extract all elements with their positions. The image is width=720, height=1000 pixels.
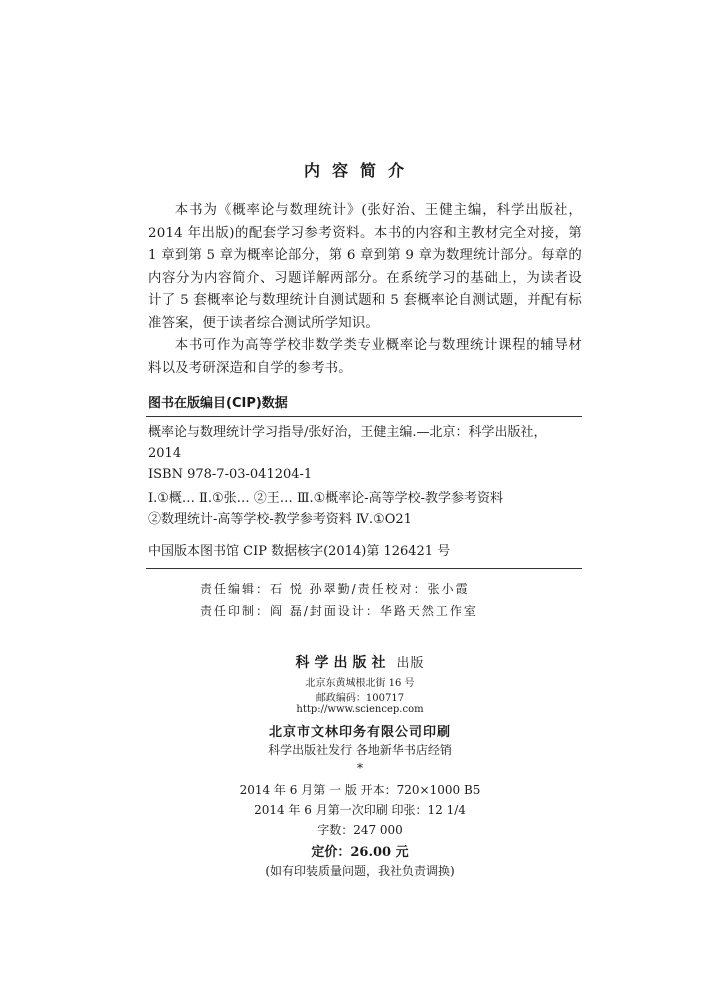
publisher-suffix: 出版 <box>396 656 425 671</box>
intro-paragraph-1: 本书为《概率论与数理统计》(张好治、王健主编，科学出版社，2014 年出版)的配套学习参考资料。本书的内容和主教材完全对接，第 1 章到第 5 章为概率论部分，第 6 章到第 9 章为数理统计部分。每章的内容分为内容简介、习题详解两部分。在系统学习的基础上，为读者设计了 5 套概率论与数理统计自测试题和 5 套概率论自测试题，并配有标准答案，便于读者综合测试所学知识。 <box>148 203 582 331</box>
credits-line-1: 责任编辑：石 悦 孙翠勤/责任校对：张小霞 <box>200 582 470 596</box>
cip-heading: 图书在版编目(CIP)数据 <box>148 396 288 411</box>
page-title: 内容简介 <box>303 161 416 180</box>
separator-star: * <box>357 761 363 775</box>
price: 定价：26.00 元 <box>311 845 409 860</box>
cip-bottom-rule <box>146 568 582 569</box>
cip-number: 中国版本图书馆 CIP 数据核字(2014)第 126421 号 <box>148 544 451 559</box>
cip-classification-line-2: ②数理统计-高等学校-教学参考资料 Ⅳ.①O21 <box>148 512 412 527</box>
cip-title-entry <box>148 422 582 485</box>
distribution-line: 科学出版社发行 各地新华书店经销 <box>268 743 452 757</box>
publisher-address: 北京东黄城根北街 16 号 <box>305 678 415 689</box>
edition-line-2: 2014 年 6 月第一次印刷 印张：12 1/4 <box>254 803 466 817</box>
credits-section <box>200 578 560 622</box>
cip-top-rule <box>146 416 582 417</box>
cip-title-line-2: 2014 <box>148 446 182 461</box>
publisher-name: 科学出版社 <box>295 655 391 671</box>
intro-section <box>148 200 582 380</box>
publisher-website: http://www.sciencep.com <box>296 704 424 715</box>
quality-notice: (如有印装质量问题，我社负责调换) <box>265 864 455 878</box>
word-count: 字数：247 000 <box>317 823 403 837</box>
edition-line-1: 2014 年 6 月第 一 版 开本：720×1000 B5 <box>239 783 481 797</box>
publisher-line <box>0 652 720 672</box>
cip-classification-line-1: Ⅰ.①概… Ⅱ.①张… ②王… Ⅲ.①概率论-高等学校-教学参考资料 <box>148 491 504 506</box>
credits-line-2: 责任印制：阎 磊/封面设计：华路天然工作室 <box>200 604 478 618</box>
cip-isbn: ISBN 978-7-03-041204-1 <box>148 467 313 482</box>
printer-line: 北京市文林印务有限公司印刷 <box>268 725 451 740</box>
cip-title-line-1: 概率论与数理统计学习指导/张好治，王健主编.—北京：科学出版社， <box>148 425 547 440</box>
publisher-postcode: 邮政编码：100717 <box>315 693 405 704</box>
intro-paragraph-2: 本书可作为高等学校非数学类专业概率论与数理统计课程的辅导材料以及考研深造和自学的参考书。 <box>148 338 582 376</box>
cip-classification <box>148 488 582 530</box>
